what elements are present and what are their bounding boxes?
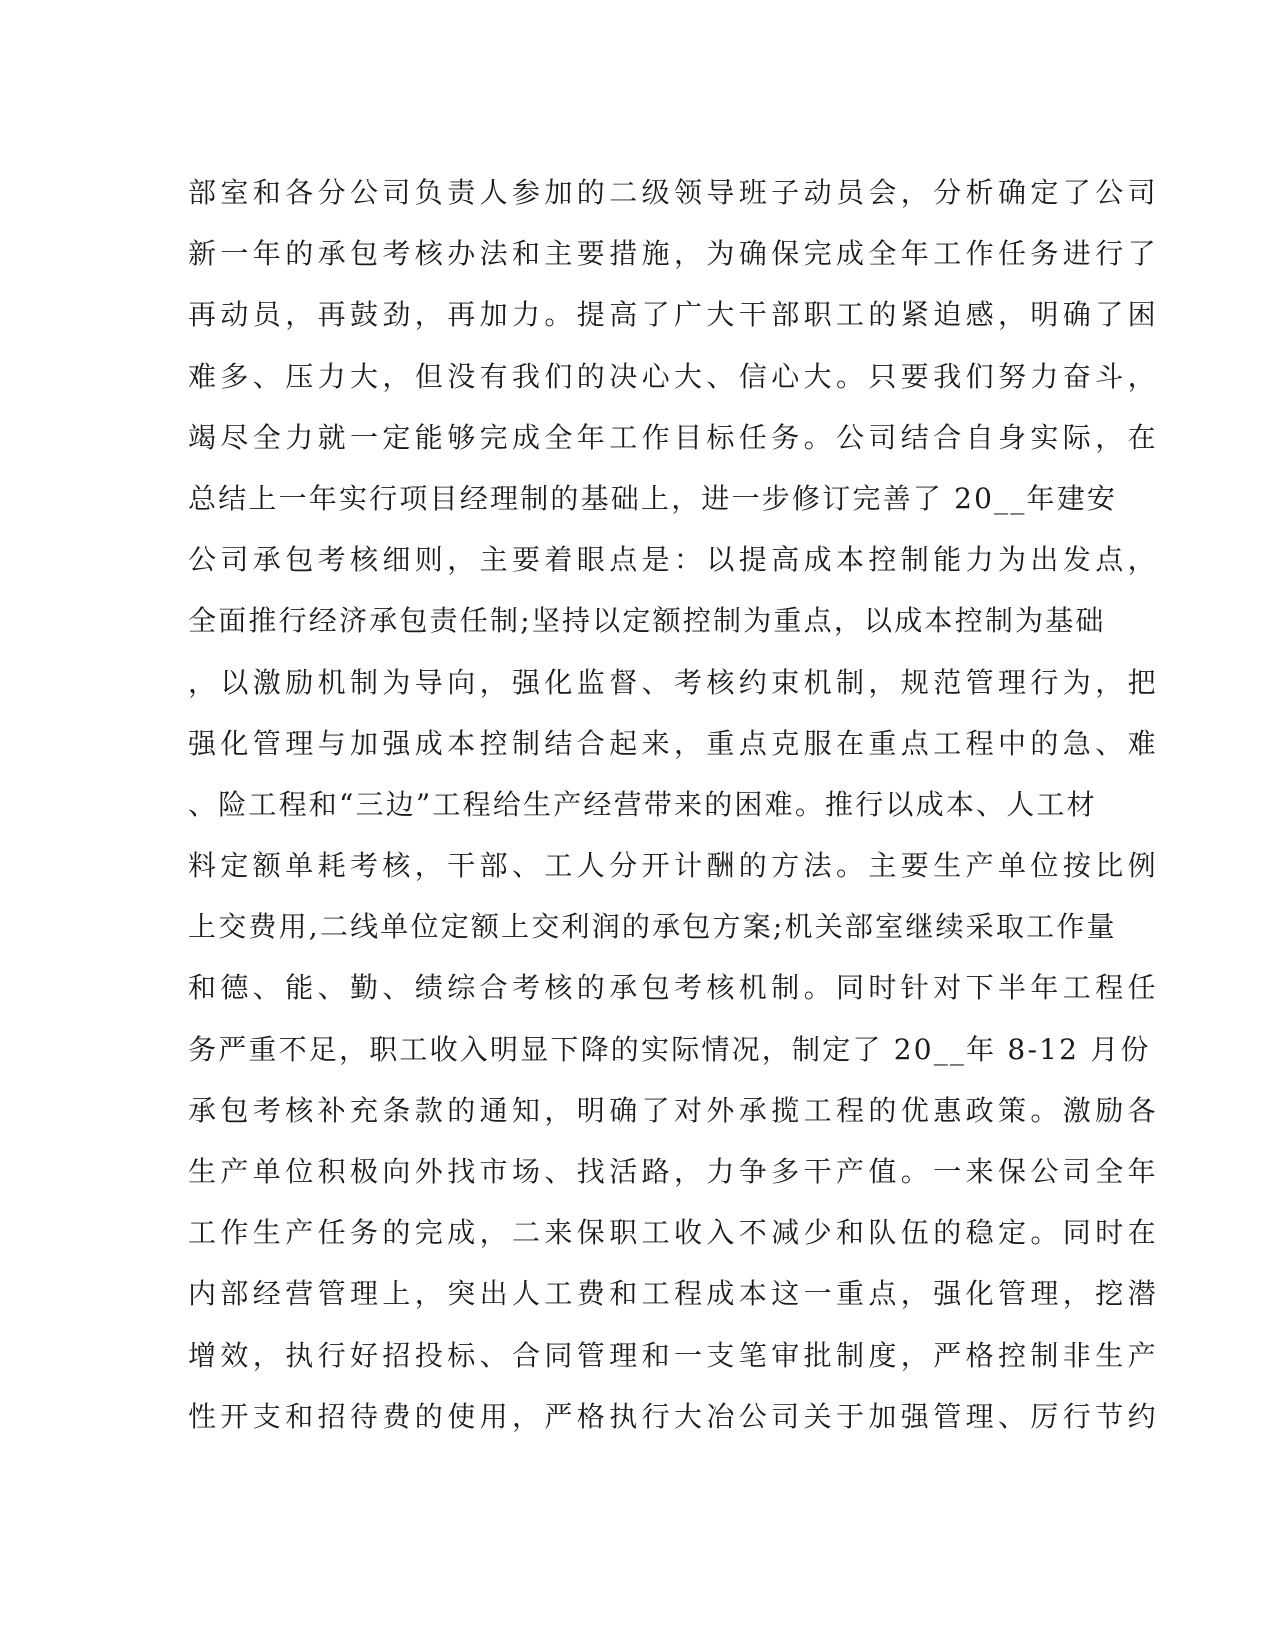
body-text <box>188 162 1161 1447</box>
text-line: 承包考核补充条款的通知，明确了对外承揽工程的优惠政策。激励各 <box>188 1093 1161 1127</box>
text-line: 和德、能、勤、绩综合考核的承包考核机制。同时针对下半年工程任 <box>188 971 1161 1005</box>
text-line: 公司承包考核细则，主要着眼点是：以提高成本控制能力为出发点， <box>188 543 1161 577</box>
text-line: 新一年的承包考核办法和主要措施，为确保完成全年工作任务进行了 <box>188 237 1161 271</box>
text-line: 生产单位积极向外找市场、找活路，力争多干产值。一来保公司全年 <box>188 1155 1161 1188</box>
text-line: 强化管理与加强成本控制结合起来，重点克服在重点工程中的急、难 <box>188 726 1161 760</box>
text-line: 工作生产任务的完成，二来保职工收入不减少和队伍的稳定。同时在 <box>188 1216 1161 1250</box>
text-line: 内部经营管理上，突出人工费和工程成本这一重点，强化管理，挖潜 <box>188 1277 1161 1311</box>
text-line: 增效，执行好招投标、合同管理和一支笔审批制度，严格控制非生产 <box>188 1338 1161 1372</box>
text-line: 竭尽全力就一定能够完成全年工作目标任务。公司结合自身实际，在 <box>188 420 1161 454</box>
text-line: 料定额单耗考核，干部、工人分开计酬的方法。主要生产单位按比例 <box>188 849 1161 883</box>
text-line: 总结上一年实行项目经理制的基础上，进一步修订完善了 20__年建安 <box>188 481 1118 515</box>
text-line: 务严重不足，职工收入明显下降的实际情况，制定了 20__年 8-12 月份 <box>188 1032 1151 1066</box>
text-line: 、险工程和“三边”工程给生产经营带来的困难。推行以成本、人工材 <box>188 787 1097 821</box>
text-line: 再动员，再鼓劲，再加力。提高了广大干部职工的紧迫感，明确了困 <box>188 298 1161 332</box>
text-line: 上交费用,二线单位定额上交利润的承包方案;机关部室继续采取工作量 <box>188 910 1117 944</box>
text-line: 难多、压力大，但没有我们的决心大、信心大。只要我们努力奋斗， <box>188 359 1161 393</box>
text-line: 部室和各分公司负责人参加的二级领导班子动员会，分析确定了公司 <box>188 176 1161 209</box>
text-line: 性开支和招待费的使用，严格执行大冶公司关于加强管理、厉行节约 <box>188 1399 1161 1433</box>
text-line: 全面推行经济承包责任制;坚持以定额控制为重点，以成本控制为基础 <box>188 604 1106 638</box>
text-line: ，以激励机制为导向，强化监督、考核约束机制，规范管理行为，把 <box>188 665 1161 699</box>
